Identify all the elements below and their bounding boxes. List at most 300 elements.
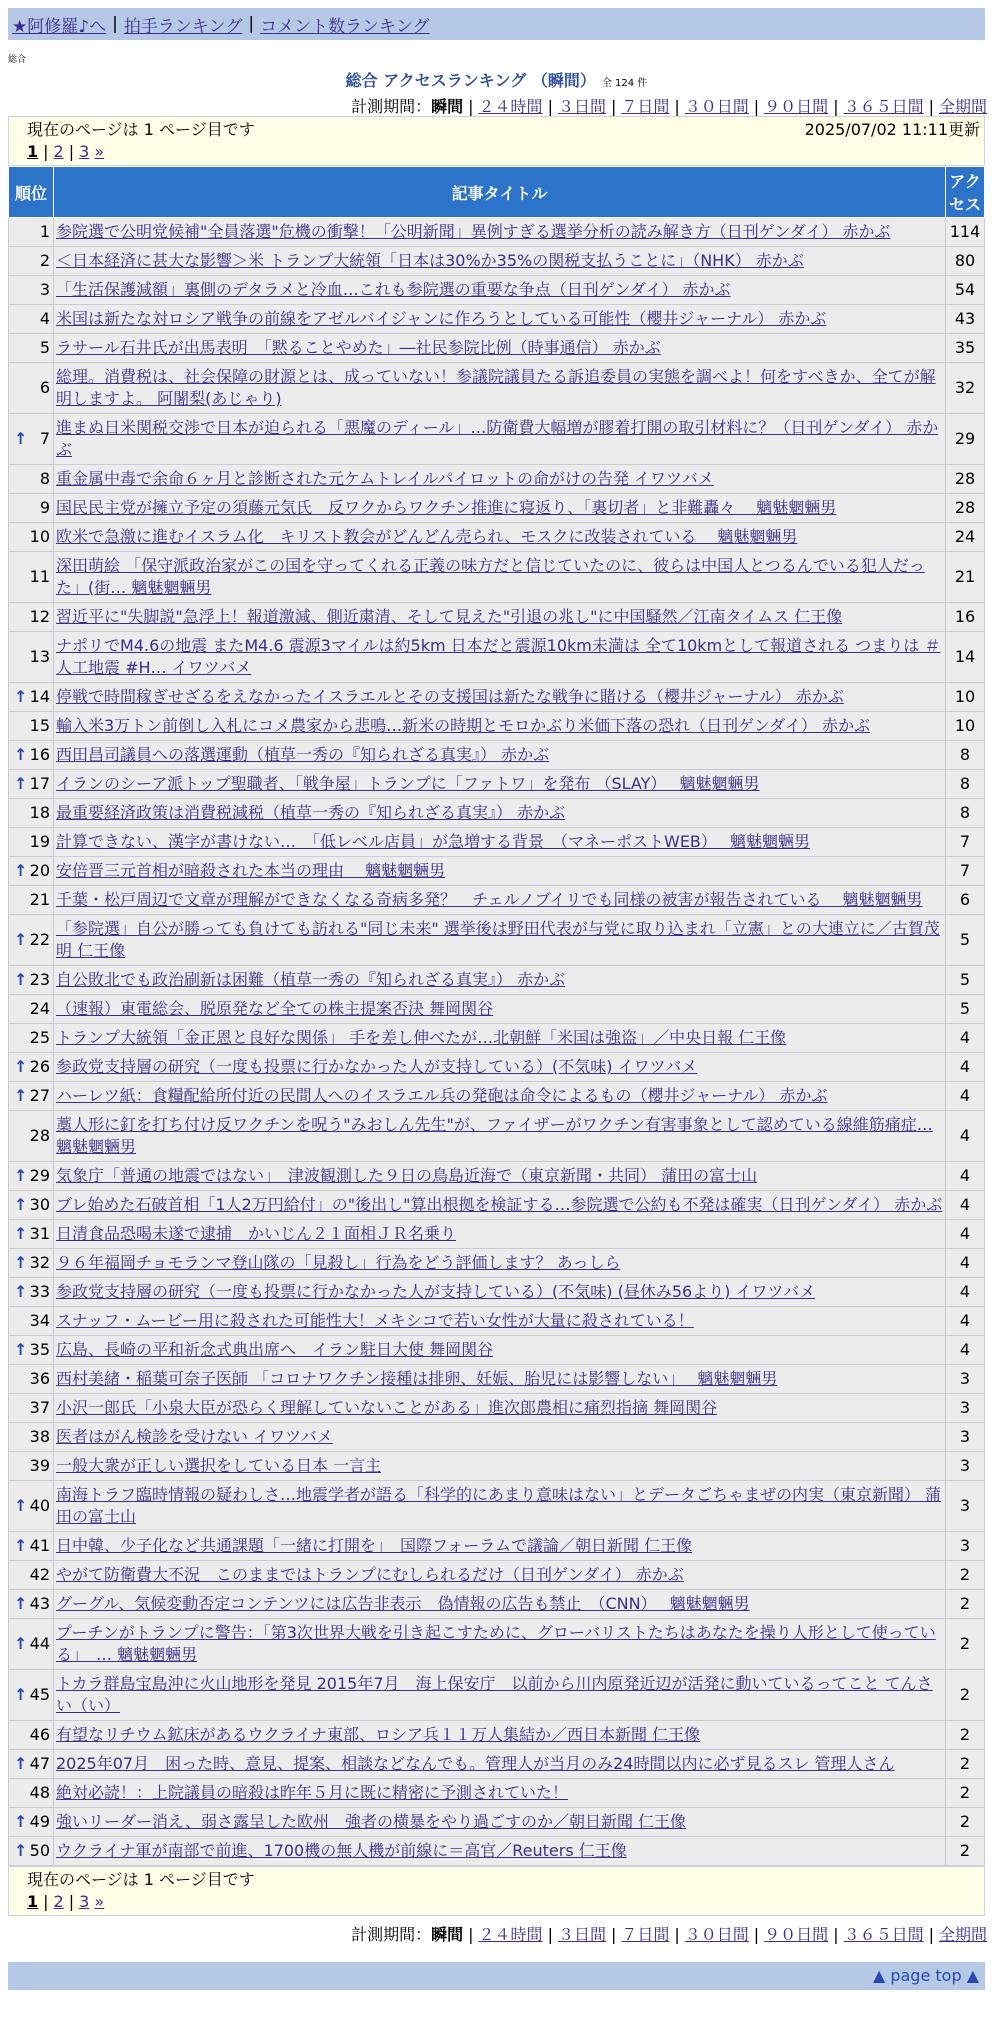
rank-up-arrow-icon: ↑: [14, 1340, 28, 1359]
access-count: 4: [946, 1220, 985, 1249]
access-count: 4: [946, 1162, 985, 1191]
article-link[interactable]: 総理。消費税は、社会保障の財源とは、成っていない！参議院議員たる訴追委員の実態を調べよ！何をすべきか、全てが解明しますよ。 阿闍梨(あじゃり): [56, 367, 936, 408]
title-cell: [54, 1532, 946, 1561]
nav-link[interactable]: 拍手ランキング: [123, 16, 243, 37]
title-cell: [54, 1024, 946, 1053]
article-link[interactable]: 一般大衆が正しい選択をしている日本 一言主: [56, 1456, 382, 1475]
title-cell: [54, 799, 946, 828]
rank-number: 37: [29, 1398, 50, 1417]
rank-number: 32: [29, 1253, 50, 1272]
rank-cell: [9, 1191, 54, 1220]
rank-up-arrow-icon: ↑: [14, 1224, 28, 1243]
rank-cell: [9, 741, 54, 770]
rank-cell: [9, 494, 54, 523]
period-label: 計測期間：: [351, 97, 432, 116]
rank-cell: [9, 995, 54, 1024]
article-link[interactable]: 欧米で急激に進むイスラム化 キリスト教会がどんどん売られ、モスクに改装されている 魑魅魍魎男: [56, 527, 798, 546]
table-row: [9, 414, 985, 465]
table-row: [9, 1750, 985, 1779]
access-count: 10: [946, 683, 985, 712]
page-link[interactable]: 2: [53, 142, 64, 161]
table-row: [9, 741, 985, 770]
table-row: [9, 1394, 985, 1423]
rank-number: 38: [29, 1427, 50, 1446]
article-link[interactable]: 小沢一郎氏「小泉大臣が恐らく理解していないことがある」進次郎農相に痛烈指摘 舞岡関谷: [56, 1398, 718, 1417]
access-count: 2: [946, 1779, 985, 1808]
title-cell: [54, 1394, 946, 1423]
rank-up-arrow-icon: ↑: [14, 1536, 28, 1555]
article-link[interactable]: 習近平に"失脚説"急浮上！報道激減、側近粛清、そして見えた"引退の兆し"に中国騒然／江南タイムス 仁王像: [56, 607, 843, 626]
rank-up-arrow-icon: ↑: [14, 1594, 28, 1613]
current-page-text: 現在のページは 1 ページ目です: [27, 120, 255, 139]
rank-number: 35: [29, 1340, 50, 1359]
rank-up-arrow-icon: ↑: [14, 1195, 28, 1214]
title-cell: [54, 1750, 946, 1779]
article-link[interactable]: やがて防衛費大不況 このままではトランプにむしられるだけ（日刊ゲンダイ） 赤かぶ: [56, 1565, 684, 1584]
rank-cell: [9, 857, 54, 886]
period-separator: |: [610, 97, 617, 116]
access-count: 80: [946, 247, 985, 276]
nav-separator: |: [112, 14, 118, 34]
rank-number: 42: [29, 1565, 50, 1584]
rank-number: 50: [29, 1841, 50, 1860]
access-count: 2: [946, 1619, 985, 1670]
rank-up-arrow-icon: ↑: [14, 1685, 28, 1704]
article-link[interactable]: 輸入米3万トン前倒し入札にコメ農家から悲鳴…新米の時期とモロかぶり米価下落の恐れ（日刊ゲンダイ） 赤かぶ: [56, 716, 870, 735]
article-link[interactable]: 2025年07月 困った時、意見、提案、相談などなんでも。管理人が当月のみ24時間以内に必ず見るスレ 管理人さん: [56, 1754, 895, 1773]
article-link[interactable]: ラサール石井氏が出馬表明 「黙ることやめた」―社民参院比例（時事通信） 赤かぶ: [56, 338, 661, 357]
access-count: 4: [946, 1307, 985, 1336]
article-link[interactable]: イランのシーア派トップ聖職者、「戦争屋」トランプに「ファトワ」を発布 （SLAY） 魑魅魍魎男: [56, 774, 760, 793]
article-link[interactable]: 藁人形に釘を打ち付け反ワクチンを呪う"みおしん先生"が、ファイザーがワクチン有害事象として認めている線維筋痛症… 魑魅魍魎男: [56, 1115, 933, 1156]
access-count: 8: [946, 799, 985, 828]
table-row: [9, 1837, 985, 1866]
title-cell: [54, 1561, 946, 1590]
period-selector-top: [0, 94, 987, 116]
rank-cell: [9, 603, 54, 632]
rank-cell: [9, 799, 54, 828]
title-cell: [54, 1423, 946, 1452]
article-link[interactable]: 国民民主党が擁立予定の須藤元気氏 反ワクからワクチン推進に寝返り、「裏切者」と非難轟々 魑魅魍魎男: [56, 498, 837, 517]
rank-number: 6: [39, 378, 50, 397]
article-link[interactable]: 参政党支持層の研究（一度も投票に行かなかった人が支持している）(不気味) (昼休み56より) イワツバメ: [56, 1282, 816, 1301]
page-link[interactable]: 3: [79, 142, 90, 161]
period-link[interactable]: ９０日間: [764, 1925, 829, 1944]
rank-cell: [9, 305, 54, 334]
rank-cell: [9, 1452, 54, 1481]
rank-number: 21: [29, 890, 50, 909]
nav-link[interactable]: ★阿修羅♪へ: [12, 16, 107, 37]
rank-up-arrow-icon: ↑: [14, 1754, 28, 1773]
title-cell: [54, 857, 946, 886]
article-link[interactable]: 南海トラフ臨時情報の疑わしさ…地震学者が語る「科学的にあまり意味はない」とデータごちゃまぜの内実（東京新聞） 蒲田の富士山: [56, 1485, 942, 1526]
article-link[interactable]: 参政党支持層の研究（一度も投票に行かなかった人が支持している）(不気味) イワツバメ: [56, 1057, 698, 1076]
table-row: [9, 1191, 985, 1220]
rank-up-arrow-icon: ↑: [14, 861, 28, 880]
title-cell: [54, 1452, 946, 1481]
table-row: [9, 363, 985, 414]
article-link[interactable]: 深田萌絵 「保守派政治家がこの国を守ってくれる正義の味方だと信じていたのに、彼らは中国人とつるんでいる犯人だった」(街… 魑魅魍魎男: [56, 556, 925, 597]
access-count: 3: [946, 1452, 985, 1481]
access-count: 2: [946, 1561, 985, 1590]
title-cell: [54, 276, 946, 305]
top-nav: [8, 8, 985, 40]
period-link[interactable]: 全期間: [938, 97, 987, 116]
article-link[interactable]: ナポリでM4.6の地震 またM4.6 震源3マイルは約5km 日本だと震源10km未満は 全て10kmとして報道される つまりは ＃人工地震 #H… イワツバメ: [56, 636, 941, 677]
access-count: 4: [946, 1082, 985, 1111]
article-link[interactable]: スナッフ・ムービー用に殺された可能性大！メキシコで若い女性が大量に殺されている！: [56, 1311, 694, 1330]
article-link[interactable]: 有望なリチウム鉱床があるウクライナ東部、ロシア兵１１万人集結か／西日本新聞 仁王像: [56, 1725, 701, 1744]
table-row: [9, 857, 985, 886]
rank-number: 19: [29, 832, 50, 851]
title-cell: [54, 995, 946, 1024]
title-cell: [54, 1619, 946, 1670]
access-count: 7: [946, 857, 985, 886]
article-link[interactable]: 安倍晋三元首相が暗殺された本当の理由 魑魅魍魎男: [56, 861, 446, 880]
title-cell: [54, 915, 946, 966]
rank-cell: [9, 1278, 54, 1307]
table-row: [9, 1365, 985, 1394]
article-link[interactable]: 「生活保護減額」裏側のデタラメと冷血…これも参院選の重要な争点（日刊ゲンダイ） 赤かぶ: [56, 280, 731, 299]
table-row: [9, 1481, 985, 1532]
table-row: [9, 995, 985, 1024]
table-row: [9, 1721, 985, 1750]
access-count: 4: [946, 1024, 985, 1053]
access-count: 35: [946, 334, 985, 363]
rank-up-arrow-icon: ↑: [14, 1253, 28, 1272]
article-link[interactable]: ＜日本経済に甚大な影響＞米 トランプ大統領「日本は30%か35%の関税支払うことに」（NHK） 赤かぶ: [56, 251, 804, 270]
rank-cell: [9, 247, 54, 276]
rank-number: 23: [29, 970, 50, 989]
access-count: 28: [946, 465, 985, 494]
access-count: 5: [946, 995, 985, 1024]
article-link[interactable]: グーグル、気候変動否定コンテンツには広告非表示 偽情報の広告も禁止 （CNN） 魑魅魍魎男: [56, 1594, 750, 1613]
page-separator: |: [68, 142, 75, 161]
title-cell: [54, 1191, 946, 1220]
rank-cell: [9, 465, 54, 494]
rank-number: 43: [29, 1594, 50, 1613]
total-count: 全 124 件: [601, 78, 648, 89]
rank-cell: [9, 1111, 54, 1162]
rank-number: 34: [29, 1311, 50, 1330]
article-link[interactable]: トカラ群島宝島沖に火山地形を発見 2015年7月 海上保安庁 以前から川内原発近辺が活発に動いているってこと てんさい（い）: [56, 1674, 933, 1715]
article-link[interactable]: 日清食品恐喝未遂で逮捕 かいじん２１面相ＪＲ名乗り: [56, 1224, 457, 1243]
rank-number: 4: [39, 309, 50, 328]
rank-number: 49: [29, 1812, 50, 1831]
period-link[interactable]: ３日間: [557, 1925, 606, 1944]
table-row: [9, 247, 985, 276]
period-selector-bottom: [0, 1922, 987, 1944]
period-link[interactable]: ７日間: [621, 1925, 670, 1944]
rank-number: 46: [29, 1725, 50, 1744]
rank-number: 11: [29, 567, 50, 586]
title-cell: [54, 1111, 946, 1162]
access-count: 3: [946, 1481, 985, 1532]
article-link[interactable]: ハーレツ紙：食糧配給所付近の民間人へのイスラエル兵の発砲は命令によるもの（櫻井ジャーナル） 赤かぶ: [56, 1086, 828, 1105]
rank-cell: [9, 276, 54, 305]
rank-cell: [9, 1249, 54, 1278]
article-link[interactable]: 西村美緒・稲葉可奈子医師 「コロナワクチン接種は排卵、妊娠、胎児には影響しない」 魑魅魍魎男: [56, 1369, 778, 1388]
current-page-text: 現在のページは 1 ページ目です: [27, 1870, 255, 1889]
title-cell: [54, 603, 946, 632]
rank-number: 41: [29, 1536, 50, 1555]
title-cell: [54, 1779, 946, 1808]
rank-cell: [9, 1162, 54, 1191]
article-link[interactable]: ウクライナ軍が南部で前進、1700機の無人機が前線に＝高官／Reuters 仁王像: [56, 1841, 627, 1860]
next-page-link[interactable]: »: [94, 1892, 105, 1911]
table-row: [9, 828, 985, 857]
article-link[interactable]: 参院選で公明党候補"全員落選"危機の衝撃！「公明新聞」異例すぎる選挙分析の読み解き方（日刊ゲンダイ） 赤かぶ: [56, 222, 891, 241]
table-row: [9, 1053, 985, 1082]
table-row: [9, 1779, 985, 1808]
access-count: 2: [946, 1837, 985, 1866]
article-link[interactable]: 広島、長崎の平和祈念式典出席へ イラン駐日大使 舞岡関谷: [56, 1340, 494, 1359]
table-row: [9, 632, 985, 683]
access-count: 3: [946, 1394, 985, 1423]
rank-number: 16: [29, 745, 50, 764]
rank-number: 45: [29, 1685, 50, 1704]
period-separator: |: [674, 97, 680, 116]
period-link[interactable]: ３日間: [557, 97, 606, 116]
rank-up-arrow-icon: ↑: [14, 1841, 28, 1860]
access-count: 21: [946, 552, 985, 603]
rank-cell: [9, 1423, 54, 1452]
access-count: 7: [946, 828, 985, 857]
access-count: 3: [946, 1423, 985, 1452]
period-separator: |: [674, 1925, 680, 1944]
rank-cell: [9, 1024, 54, 1053]
access-count: 3: [946, 1532, 985, 1561]
rank-cell: [9, 218, 54, 247]
period-link[interactable]: ２４時間: [478, 97, 543, 116]
rank-number: 47: [29, 1754, 50, 1773]
article-link[interactable]: 停戦で時間稼ぎせざるをえなかったイスラエルとその支援国は新たな戦争に賭ける（櫻井ジャーナル） 赤かぶ: [56, 687, 844, 706]
page-separator: |: [68, 1892, 75, 1911]
period-current: 瞬間: [431, 1925, 464, 1944]
rank-number: 44: [29, 1634, 50, 1653]
period-separator: |: [753, 1925, 760, 1944]
article-link[interactable]: 医者はがん検診を受けない イワツバメ: [56, 1427, 333, 1446]
title-cell: [54, 363, 946, 414]
rank-cell: [9, 1808, 54, 1837]
rank-number: 9: [39, 498, 50, 517]
article-link[interactable]: 進まぬ日米関税交渉で日本が迫られる「悪魔のディール」…防衛費大幅増が膠着打開の取引材料に？（日刊ゲンダイ） 赤かぶ: [56, 418, 939, 459]
table-row: [9, 1561, 985, 1590]
table-row: [9, 1249, 985, 1278]
article-link[interactable]: ９６年福岡チョモランマ登山隊の「見殺し」行為をどう評価します？ あっしら: [56, 1253, 621, 1272]
page-separator: |: [43, 142, 49, 161]
ranking-title: 総合 アクセスランキング （瞬間）: [345, 71, 596, 90]
table-row: [9, 1082, 985, 1111]
rank-number: 5: [39, 338, 50, 357]
table-row: [9, 1590, 985, 1619]
access-count: 14: [946, 632, 985, 683]
rank-up-arrow-icon: ↑: [14, 970, 28, 989]
updated-timestamp: 2025/07/02 11:11更新: [804, 120, 980, 139]
access-count: 4: [946, 1278, 985, 1307]
rank-number: 29: [29, 1166, 50, 1185]
rank-up-arrow-icon: ↑: [14, 745, 28, 764]
access-count: 5: [946, 966, 985, 995]
period-link[interactable]: ７日間: [621, 97, 670, 116]
period-link[interactable]: ３０日間: [684, 1925, 749, 1944]
period-link[interactable]: ２４時間: [478, 1925, 543, 1944]
period-separator: |: [547, 1925, 553, 1944]
access-count: 16: [946, 603, 985, 632]
article-link[interactable]: 気象庁「普通の地震ではない」 津波観測した９日の鳥島近海で（東京新聞・共同） 蒲田の富士山: [56, 1166, 758, 1185]
nav-link[interactable]: コメント数ランキング: [260, 16, 430, 37]
rank-cell: [9, 1837, 54, 1866]
title-cell: [54, 1162, 946, 1191]
rank-number: 14: [29, 687, 50, 706]
article-link[interactable]: ブレ始めた石破首相「1人2万円給付」の"後出し"算出根拠を検証する…参院選で公約も不発は確実（日刊ゲンダイ） 赤かぶ: [56, 1195, 943, 1214]
table-row: [9, 465, 985, 494]
access-count: 2: [946, 1590, 985, 1619]
period-link[interactable]: ３６５日間: [843, 97, 924, 116]
table-row: [9, 1452, 985, 1481]
rank-number: 10: [29, 527, 50, 546]
rank-cell: [9, 1561, 54, 1590]
rank-cell: [9, 632, 54, 683]
rank-cell: [9, 915, 54, 966]
table-row: [9, 683, 985, 712]
article-link[interactable]: プーチンがトランプに警告：「第3次世界大戦を引き起こすために、グローバリストたちはあなたを操り人形として使っている」 … 魑魅魍魎男: [56, 1623, 936, 1664]
period-label: 計測期間：: [351, 1925, 432, 1944]
article-link[interactable]: （速報）東電総会、脱原発など全ての株主提案否決 舞岡関谷: [56, 999, 494, 1018]
table-row: [9, 1808, 985, 1837]
access-count: 2: [946, 1808, 985, 1837]
next-page-link[interactable]: »: [94, 142, 105, 161]
title-cell: [54, 494, 946, 523]
rank-number: 22: [29, 930, 50, 949]
title-cell: [54, 414, 946, 465]
table-row: [9, 1670, 985, 1721]
table-row: [9, 886, 985, 915]
period-link[interactable]: 全期間: [938, 1925, 987, 1944]
nav-separator: |: [248, 14, 255, 34]
rank-number: 8: [39, 469, 50, 488]
table-row: [9, 915, 985, 966]
rank-cell: [9, 966, 54, 995]
title-cell: [54, 1590, 946, 1619]
page-links: [27, 141, 980, 163]
rank-number: 15: [29, 716, 50, 735]
title-cell: [54, 523, 946, 552]
rank-number: 25: [29, 1028, 50, 1047]
article-link[interactable]: 千葉・松戸周辺で文章が理解ができなくなる奇病多発？ チェルノブイリでも同様の被害が報告されている 魑魅魍魎男: [56, 890, 923, 909]
article-link[interactable]: 重金属中毒で余命６ヶ月と診断された元ケムトレイルパイロットの命がけの告発 イワツバメ: [56, 469, 714, 488]
period-link[interactable]: ３０日間: [684, 97, 749, 116]
page-current: 1: [27, 1892, 39, 1911]
period-separator: |: [928, 1925, 934, 1944]
rank-number: 13: [29, 647, 50, 666]
article-link[interactable]: 「参院選」自公が勝っても負けても訪れる"同じ未来" 選挙後は野田代表が与党に取り込まれ「立憲」との大連立に／古賀茂明 仁王像: [56, 919, 940, 960]
period-current: 瞬間: [431, 97, 464, 116]
table-row: [9, 1423, 985, 1452]
title-cell: [54, 218, 946, 247]
page-title: [0, 68, 993, 88]
rank-cell: [9, 1307, 54, 1336]
rank-number: 48: [29, 1783, 50, 1802]
rank-cell: [9, 334, 54, 363]
pagination-top: [8, 116, 985, 166]
rank-cell: [9, 552, 54, 603]
rank-cell: [9, 1365, 54, 1394]
page-link[interactable]: 3: [79, 1892, 90, 1911]
page-link[interactable]: 2: [53, 1892, 64, 1911]
title-cell: [54, 1307, 946, 1336]
rank-number: 3: [39, 280, 50, 299]
period-separator: |: [833, 97, 839, 116]
header-rank: 順位: [9, 167, 54, 218]
title-cell: [54, 1249, 946, 1278]
article-link[interactable]: 絶対必読！：上院議員の暗殺は昨年５月に既に精密に予測されていた！: [56, 1783, 569, 1802]
period-link[interactable]: ３６５日間: [843, 1925, 924, 1944]
table-row: [9, 603, 985, 632]
rank-cell: [9, 1082, 54, 1111]
table-row: [9, 1111, 985, 1162]
article-link[interactable]: 日中韓、少子化など共通課題「一緒に打開を」 国際フォーラムで議論／朝日新聞 仁王像: [56, 1536, 693, 1555]
title-cell: [54, 683, 946, 712]
table-row: [9, 1532, 985, 1561]
title-cell: [54, 305, 946, 334]
table-row: [9, 218, 985, 247]
category-label: 総合: [8, 55, 27, 65]
table-row: [9, 1220, 985, 1249]
title-cell: [54, 1082, 946, 1111]
bottom-bar: [8, 1962, 985, 1990]
rank-cell: [9, 363, 54, 414]
article-link[interactable]: 自公敗北でも政治刷新は困難（植草一秀の『知られざる真実』） 赤かぶ: [56, 970, 566, 989]
rank-cell: [9, 828, 54, 857]
page-top-link[interactable]: ▲ page top ▲: [872, 1966, 979, 1985]
rank-cell: [9, 683, 54, 712]
page-links: [27, 1891, 980, 1913]
access-count: 6: [946, 886, 985, 915]
article-link[interactable]: トランプ大統領「金正恩と良好な関係」 手を差し伸べたが…北朝鮮「米国は強盗」／中央日報 仁王像: [56, 1028, 787, 1047]
rank-cell: [9, 1590, 54, 1619]
title-cell: [54, 334, 946, 363]
article-link[interactable]: 強いリーダー消え、弱さ露呈した欧州 強者の横暴をやり過ごすのか／朝日新聞 仁王像: [56, 1812, 687, 1831]
rank-cell: [9, 1619, 54, 1670]
article-link[interactable]: 最重要経済政策は消費税減税（植草一秀の『知られざる真実』） 赤かぶ: [56, 803, 566, 822]
article-link[interactable]: 計算できない、漢字が書けない… 「低レベル店員」が急増する背景 （マネーポストWEB） 魑魅魍魎男: [56, 832, 810, 851]
access-count: 28: [946, 494, 985, 523]
title-cell: [54, 886, 946, 915]
period-link[interactable]: ９０日間: [764, 97, 829, 116]
rank-up-arrow-icon: ↑: [14, 1166, 28, 1185]
title-cell: [54, 552, 946, 603]
rank-cell: [9, 1532, 54, 1561]
title-cell: [54, 1808, 946, 1837]
access-count: 4: [946, 1053, 985, 1082]
access-count: 4: [946, 1191, 985, 1220]
table-row: [9, 1307, 985, 1336]
title-cell: [54, 966, 946, 995]
table-row: [9, 712, 985, 741]
rank-number: 24: [29, 999, 50, 1018]
rank-up-arrow-icon: ↑: [14, 1496, 28, 1515]
rank-number: 26: [29, 1057, 50, 1076]
table-row: [9, 1336, 985, 1365]
article-link[interactable]: 米国は新たな対ロシア戦争の前線をアゼルバイジャンに作ろうとしている可能性（櫻井ジャーナル） 赤かぶ: [56, 309, 827, 328]
rank-up-arrow-icon: ↑: [14, 1634, 28, 1653]
rank-number: 27: [29, 1086, 50, 1105]
access-count: 114: [946, 218, 985, 247]
access-count: 2: [946, 1750, 985, 1779]
article-link[interactable]: 西田昌司議員への落選運動（植草一秀の『知られざる真実』） 赤かぶ: [56, 745, 550, 764]
access-count: 2: [946, 1670, 985, 1721]
